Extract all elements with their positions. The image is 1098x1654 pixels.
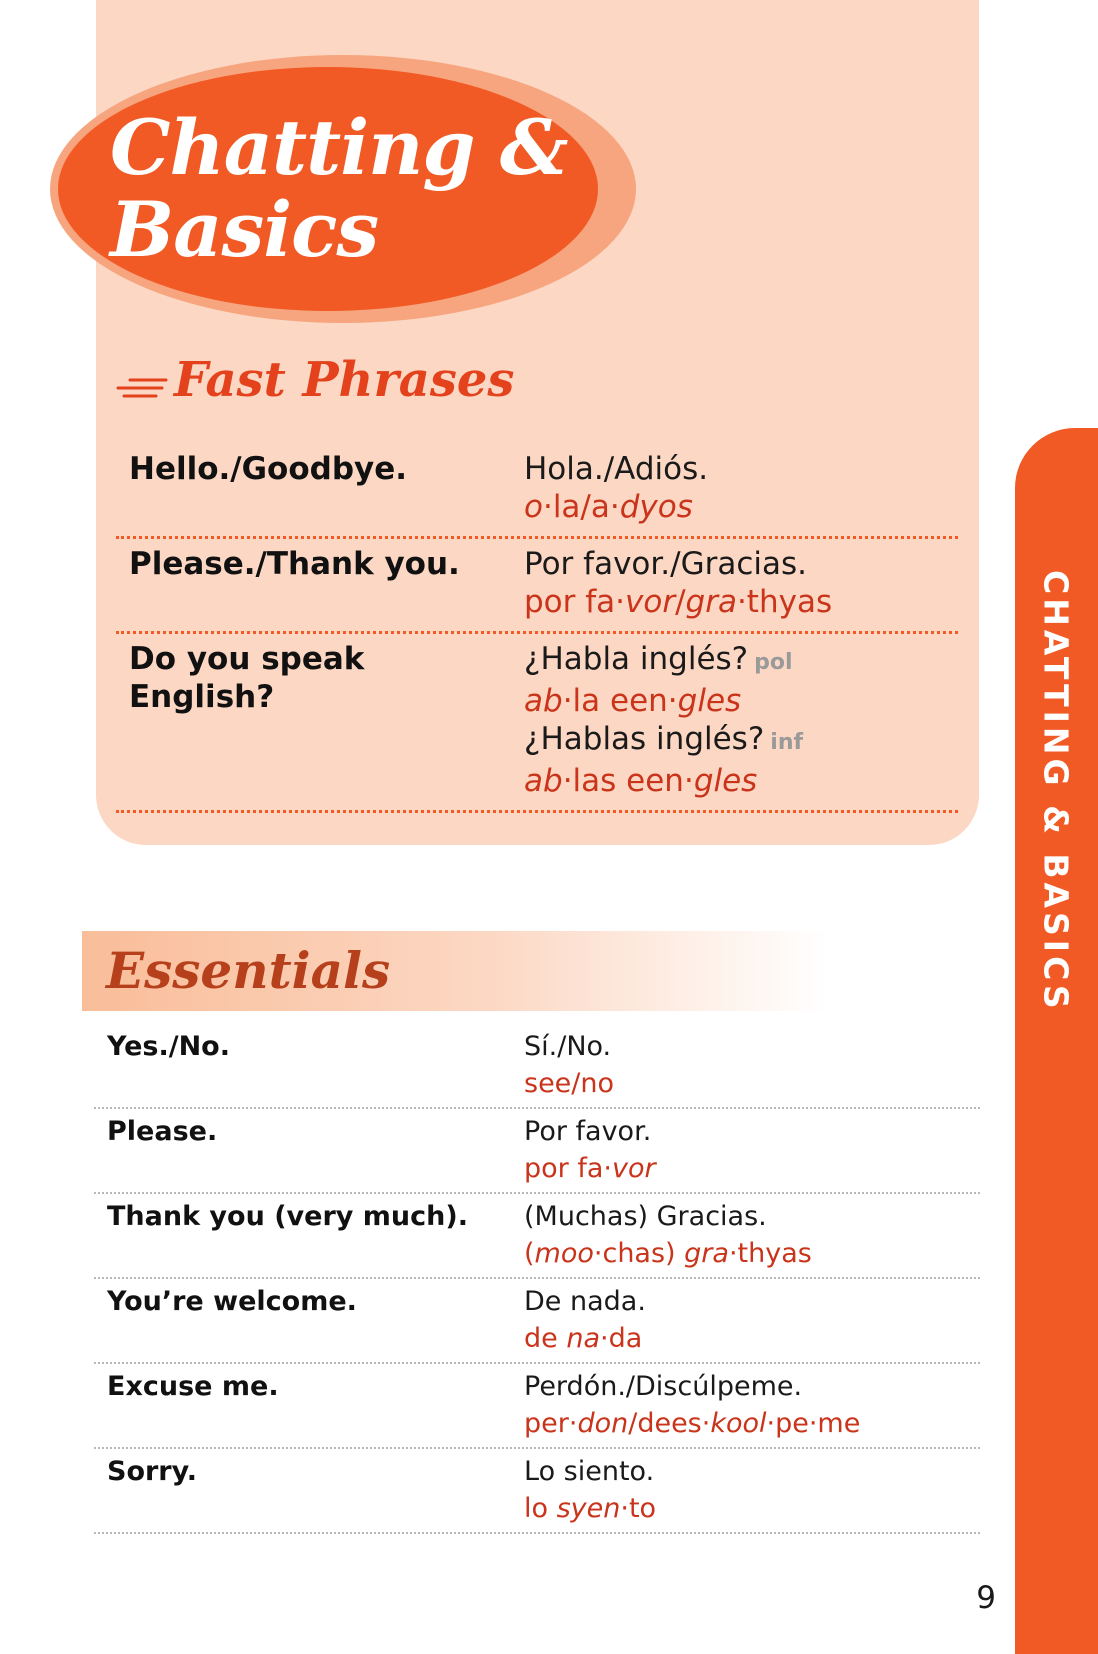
phrase-row — [94, 1364, 980, 1449]
pronunciation-segment: lo — [524, 1493, 557, 1524]
spanish-translation — [524, 1113, 980, 1187]
formality-tag: inf — [770, 730, 804, 755]
formality-tag: pol — [754, 650, 793, 675]
spanish-phrase-text: Por favor./Gracias. — [524, 546, 807, 582]
pronunciation-segment: gra — [685, 584, 737, 620]
spanish-translation — [524, 1368, 980, 1442]
pronunciation — [524, 1235, 980, 1272]
spanish-phrase — [524, 720, 958, 762]
pronunciation-segment: dyos — [619, 489, 693, 525]
pronunciation-segment: ·pe·me — [766, 1408, 861, 1439]
pronunciation-segment: ·las een· — [562, 763, 694, 799]
spanish-translation — [524, 1283, 980, 1357]
phrase-row — [116, 634, 958, 813]
page-title-line2: Basics — [110, 185, 379, 274]
english-phrase: You’re welcome. — [107, 1286, 357, 1317]
pronunciation-segment: per· — [524, 1408, 578, 1439]
phrase-row — [94, 1194, 980, 1279]
pronunciation-segment: o — [524, 489, 543, 525]
pronunciation-segment: por fa· — [524, 1153, 612, 1184]
fast-phrases-table — [116, 444, 958, 813]
phrase-row — [94, 1024, 980, 1109]
spanish-phrase: Lo siento. — [524, 1456, 655, 1487]
phrase-row — [116, 539, 958, 634]
essentials-table — [94, 1024, 980, 1534]
spanish-translation — [524, 545, 958, 621]
pronunciation-segment: ·la/a· — [542, 489, 620, 525]
spanish-translation — [524, 450, 958, 526]
title-badge — [50, 55, 636, 323]
pronunciation-segment: ·to — [620, 1493, 657, 1524]
pronunciation-segment: por fa· — [524, 584, 626, 620]
english-phrase: Excuse me. — [107, 1371, 279, 1402]
spanish-phrase-text: ¿Habla inglés? — [524, 641, 749, 677]
spanish-phrase-text: Hola./Adiós. — [524, 451, 709, 487]
pronunciation-segment: de — [524, 1323, 567, 1354]
pronunciation-segment: gra — [684, 1238, 729, 1269]
pronunciation-segment: see/no — [524, 1068, 615, 1099]
page-title-line1: Chatting & — [110, 103, 568, 192]
spanish-phrase-text: ¿Hablas inglés? — [524, 721, 765, 757]
pronunciation-segment: ·la een· — [562, 683, 678, 719]
pronunciation — [524, 1320, 980, 1357]
pronunciation-segment: ·da — [600, 1323, 643, 1354]
spanish-translation — [524, 1028, 980, 1102]
pronunciation-segment: ·thyas — [736, 584, 833, 620]
english-phrase: Thank you (very much). — [107, 1201, 468, 1232]
spanish-phrase: Por favor. — [524, 1116, 652, 1147]
english-phrase: Please. — [107, 1116, 218, 1147]
spanish-translation — [524, 1198, 980, 1272]
pronunciation-segment: gles — [693, 763, 758, 799]
phrase-row — [116, 444, 958, 539]
essentials-heading-band — [82, 931, 827, 1011]
pronunciation — [524, 1405, 980, 1442]
page-title — [110, 103, 568, 274]
pronunciation — [524, 1490, 980, 1527]
phrase-row — [94, 1449, 980, 1534]
pronunciation-segment: /dees· — [628, 1408, 711, 1439]
pronunciation — [524, 682, 958, 720]
pronunciation-segment: ab — [524, 683, 563, 719]
pronunciation-segment: syen — [556, 1493, 621, 1524]
pronunciation-segment: na — [566, 1323, 601, 1354]
pronunciation-segment: ·chas) — [593, 1238, 685, 1269]
phrase-row — [94, 1279, 980, 1364]
pronunciation-segment: / — [675, 584, 686, 620]
pronunciation-segment: ( — [524, 1238, 535, 1269]
page-number: 9 — [976, 1580, 996, 1616]
english-phrase: Do you speak English? — [129, 641, 365, 715]
spanish-phrase — [524, 545, 958, 583]
english-phrase: Yes./No. — [107, 1031, 230, 1062]
english-phrase: Please./Thank you. — [129, 546, 460, 582]
chapter-side-tab-label: CHATTING & BASICS — [1036, 570, 1076, 1013]
essentials-title: Essentials — [106, 941, 391, 1000]
pronunciation — [524, 1065, 980, 1102]
spanish-translation — [524, 1453, 980, 1527]
spanish-phrase: De nada. — [524, 1286, 646, 1317]
spanish-phrase: (Muchas) Gracias. — [524, 1201, 767, 1232]
pronunciation-segment: moo — [534, 1238, 594, 1269]
pronunciation — [524, 762, 958, 800]
pronunciation-segment: don — [577, 1408, 629, 1439]
fast-phrases-title: Fast Phrases — [174, 352, 515, 408]
spanish-translation — [524, 640, 958, 800]
english-phrase: Hello./Goodbye. — [129, 451, 408, 487]
pronunciation-segment: vor — [625, 584, 676, 620]
pronunciation-segment: kool — [710, 1408, 767, 1439]
pronunciation-segment: vor — [611, 1153, 656, 1184]
pronunciation-segment: gles — [677, 683, 742, 719]
pronunciation-segment: ·thyas — [728, 1238, 812, 1269]
spanish-phrase — [524, 640, 958, 682]
phrase-row — [94, 1109, 980, 1194]
pronunciation — [524, 488, 958, 526]
pronunciation — [524, 1150, 980, 1187]
pronunciation-segment: ab — [524, 763, 563, 799]
speed-lines-icon — [116, 372, 168, 402]
spanish-phrase: Perdón./Discúlpeme. — [524, 1371, 803, 1402]
spanish-phrase — [524, 450, 958, 488]
english-phrase: Sorry. — [107, 1456, 198, 1487]
spanish-phrase: Sí./No. — [524, 1031, 612, 1062]
pronunciation — [524, 583, 958, 621]
